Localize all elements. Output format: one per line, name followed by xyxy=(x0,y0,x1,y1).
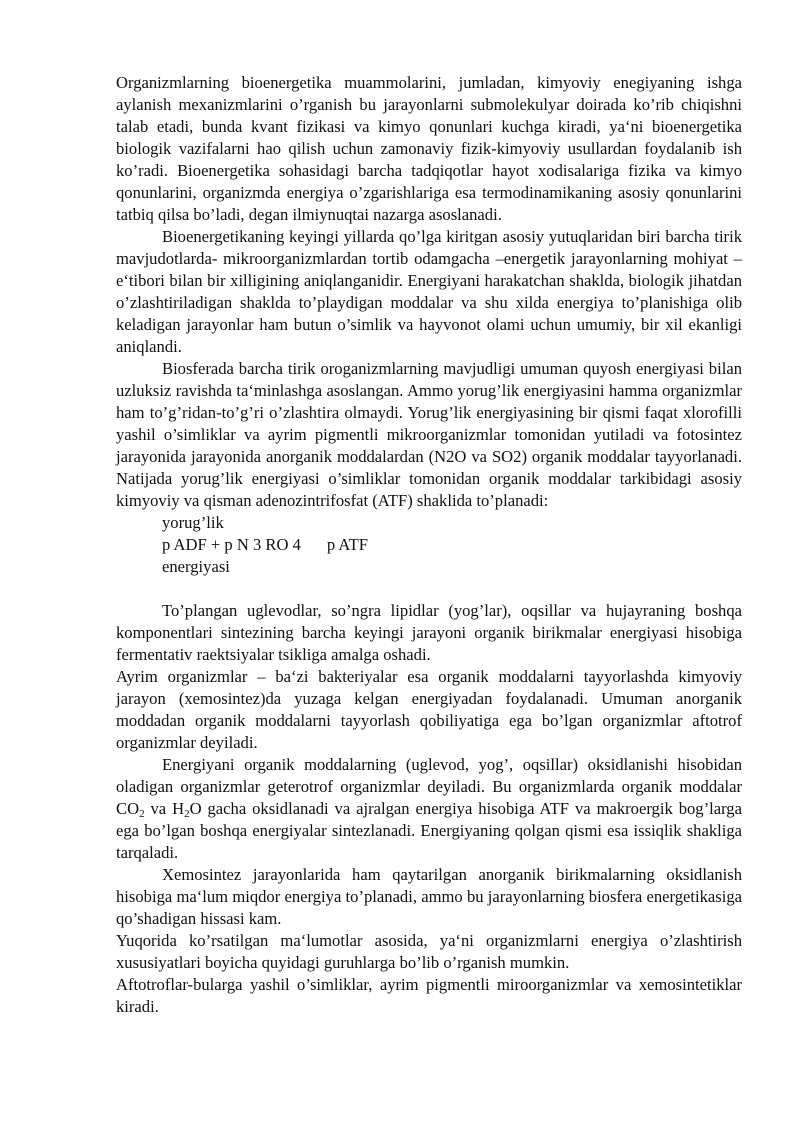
paragraph-2: Bioenergetikaning keyingi yillarda qo’lga kiritgan asosiy yutuqlaridan biri barcha tirik mavjudotlarda- mikroorganizmlardan tortib odamgacha –energetik jarayonlarning mohiyat – e‘tibori bilan bir xilligining aniqlanganidir. Energiyani harakatchan shaklda, biologik jihatdan o’zlashtiriladigan shaklda to’playdigan moddalar va shu xilda energiya to’planishiga olib keladigan jarayonlar ham butun o’simlik va hayvonot olami uchun umumiy, bir xil ekanligi aniqlandi. xyxy=(116,227,742,356)
paragraph-4: To’plangan uglevodlar, so’ngra lipidlar (yog’lar), oqsillar va hujayraning boshqa komponentlari sintezining barcha keyingi jarayoni organik birikmalar energiyasi hisobiga fermentativ raektsiyalar tsikliga amalga oshadi. xyxy=(116,601,742,664)
document-page xyxy=(116,72,742,1018)
subscript-co2: 2 xyxy=(139,808,145,820)
paragraph-8: Yuqorida ko’rsatilgan ma‘lumotlar asosida, ya‘ni organizmlarni energiya o’zlashtirish xususiyatlari boyicha quyidagi guruhlarga bo’lib o’rganish mumkin. xyxy=(116,931,742,972)
paragraph-6 xyxy=(116,754,742,864)
subscript-h2o: 2 xyxy=(184,808,190,820)
equation-reactants: p ADF + p N 3 RO 4 xyxy=(162,535,301,554)
equation-bottom-label: energiyasi xyxy=(162,557,230,576)
equation-top-label: yorug’lik xyxy=(162,513,224,532)
paragraph-1: Organizmlarning bioenergetika muammolarini, jumladan, kimyoviy enegiyaning ishga aylanish mexanizmlarini o’rganish bu jarayonlarni submolekulyar doirada ko’rib chiqishni talab etadi, bunda kvant fizikasi va kimyo qonunlari kuchga kiradi, ya‘ni bioenergetika biologik vazifalarni hao qilish uchun zamonaviy fizik-kimyoviy usullardan foydalanib ish ko’radi. Bioenergetika sohasidagi barcha tadqiqotlar hayot xodisalariga fizika va kimyo qonunlarini, organizmda energiya o’zgarishlariga esa termodinamikaning asosiy qonunlarini tatbiq qilsa bo’ladi, degan ilmiynuqtai nazarga asoslanadi. xyxy=(116,73,742,224)
paragraph-9: Aftotroflar-bularga yashil o’simliklar, ayrim pigmentli miroorganizmlar va xemosintetiklar kiradi. xyxy=(116,975,742,1016)
paragraph-7: Xemosintez jarayonlarida ham qaytarilgan anorganik birikmalarning oksidlanish hisobiga ma‘lum miqdor energiya to’planadi, ammo bu jarayonlarning biosfera energetikasiga qo’shadigan hissasi kam. xyxy=(116,865,742,928)
paragraph-6-part-c: O gacha oksidlanadi va ajralgan energiya hisobiga ATF va makroergik bog’larga ega bo’lgan boshqa energiyalar sintezlanadi. Energiyaning qolgan qismi esa issiqlik shakliga tarqaladi. xyxy=(116,799,742,862)
paragraph-6-part-b: va H xyxy=(144,799,185,818)
paragraph-3: Biosferada barcha tirik oroganizmlarning mavjudligi umuman quyosh energiyasi bilan uzluksiz ravishda ta‘minlashga asoslangan. Ammo yorug’lik energiyasini hamma organizmlar ham to’g’ridan-to’g’ri o’zlashtira olmaydi. Yorug’lik energiyasining bir qismi faqat xlorofilli yashil o’simliklar va ayrim pigmentli mikroorganizmlar tomonidan yutiladi va fotosintez jarayonida jarayonida anorganik moddalardan (N2O va SO2) organik moddalar tayyorlanadi. Natijada yorug’lik energiyasi o’simliklar tomonidan organik moddalar tarkibidagi asosiy kimyoviy va qisman adenozintrifosfat (ATF) shaklida to’planadi: xyxy=(116,359,742,510)
reaction-equation xyxy=(116,512,742,578)
equation-line xyxy=(116,534,742,556)
paragraph-6-part-a: Energiyani organik moddalarning (uglevod, yog’, oqsillar) oksidlanishi hisobidan oladigan organizmlar geterotrof organizmlar deyiladi. Bu organizmlarda organik moddalar CO xyxy=(116,755,742,818)
equation-product: p ATF xyxy=(326,535,368,554)
paragraph-5: Ayrim organizmlar – ba‘zi bakteriyalar esa organik moddalarni tayyorlashda kimyoviy jarayon (xemosintez)da yuzaga kelgan energiyadan foydalanadi. Umuman anorganik moddadan organik moddalarni tayyorlash qobiliyatiga ega bo’lgan organizmlar aftotrof organizmlar deyiladi. xyxy=(116,667,742,752)
blank-line xyxy=(116,578,742,600)
